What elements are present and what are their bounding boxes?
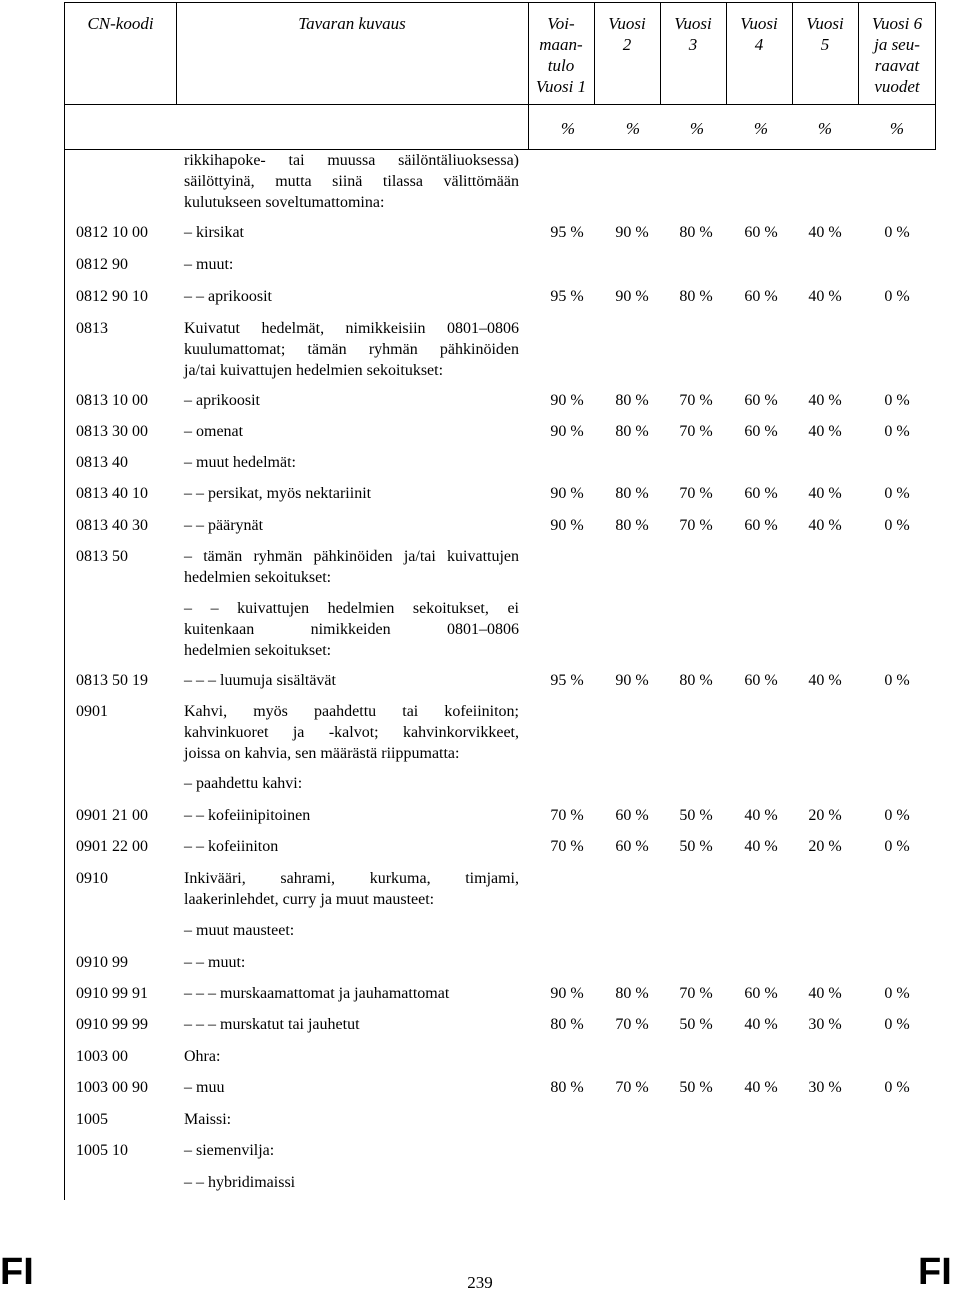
item-description [184, 390, 519, 411]
duty-rate-year-2: 90 % [615, 224, 649, 241]
item-description [184, 670, 519, 691]
page-number: 239 [467, 1273, 493, 1292]
description-line: – – aprikoosit [184, 288, 272, 305]
duty-rate-year-1: 95 % [550, 288, 584, 305]
duty-rate-year-1: 90 % [550, 517, 584, 534]
duty-rate-year-6: 0 % [884, 423, 910, 440]
duty-rate-year-5: 20 % [808, 807, 842, 824]
duty-rate-year-6: 0 % [884, 288, 910, 305]
description-line: hedelmien sekoitukset: [184, 569, 332, 586]
description-line: kuitenkaan nimikkeiden 0801–0806 [184, 621, 519, 638]
duty-rate-year-4: 40 % [744, 1016, 778, 1033]
duty-rate-year-5: 40 % [808, 517, 842, 534]
duty-rate-year-6: 0 % [884, 224, 910, 241]
duty-rate-year-3: 80 % [679, 672, 713, 689]
cn-code: 1003 00 [76, 1048, 128, 1065]
item-description [184, 1140, 519, 1161]
item-description [184, 773, 519, 794]
duty-rate-year-4: 40 % [744, 838, 778, 855]
item-description [184, 1014, 519, 1035]
cn-code: 0812 90 10 [76, 288, 148, 305]
header-year-6: Vuosi 6 ja seu- raavat vuodet [871, 14, 923, 96]
cn-code: 0910 99 91 [76, 985, 148, 1002]
duty-rate-year-1: 95 % [550, 672, 584, 689]
cn-code: 0910 [76, 870, 108, 887]
description-line: laakerinlehdet, curry ja muut mausteet: [184, 891, 435, 908]
description-line: kahvinkuoret ja -kalvot; kahvinkorvikkeet, [184, 724, 519, 741]
item-description [184, 515, 519, 536]
duty-rate-year-1: 90 % [550, 985, 584, 1002]
header-description: Tavaran kuvaus [298, 14, 406, 33]
header-year-3: Vuosi 3 [674, 14, 712, 54]
duty-rate-year-5: 40 % [808, 485, 842, 502]
description-line: – kirsikat [184, 224, 244, 241]
description-line: rikkihapoke- tai muussa säilöntäliuoksessa) [184, 152, 519, 169]
cn-code: 0910 99 99 [76, 1016, 148, 1033]
duty-rate-year-6: 0 % [884, 1016, 910, 1033]
description-line: – omenat [184, 423, 244, 440]
description-line: – paahdettu kahvi: [184, 775, 303, 792]
duty-rate-year-2: 90 % [615, 288, 649, 305]
duty-rate-year-6: 0 % [884, 672, 910, 689]
description-line: – – persikat, myös nektariinit [184, 485, 372, 502]
duty-rate-year-1: 90 % [550, 423, 584, 440]
percent-label: % [689, 119, 705, 138]
duty-rate-year-4: 60 % [744, 985, 778, 1002]
item-description [184, 952, 519, 973]
duty-rate-year-2: 80 % [615, 423, 649, 440]
description-line: – tämän ryhmän pähkinöiden ja/tai kuivattujen [184, 548, 519, 565]
duty-rate-year-1: 70 % [550, 838, 584, 855]
item-description [184, 983, 519, 1004]
item-description [184, 836, 519, 857]
description-line: – – päärynät [184, 517, 264, 534]
language-mark-right: FI [918, 1251, 952, 1293]
duty-rate-year-4: 60 % [744, 485, 778, 502]
cn-code: 1003 00 90 [76, 1079, 148, 1096]
duty-rate-year-5: 30 % [808, 1079, 842, 1096]
duty-rate-year-1: 80 % [550, 1016, 584, 1033]
header-year-4: Vuosi 4 [740, 14, 778, 54]
duty-rate-year-6: 0 % [884, 517, 910, 534]
duty-rate-year-5: 40 % [808, 423, 842, 440]
cn-code: 0813 50 19 [76, 672, 148, 689]
duty-rate-year-2: 90 % [615, 672, 649, 689]
item-description [184, 222, 519, 243]
duty-rate-year-4: 60 % [744, 224, 778, 241]
description-line: – muu [184, 1079, 225, 1096]
item-description [184, 1172, 519, 1193]
duty-rate-year-4: 60 % [744, 517, 778, 534]
description-line: – – muut: [184, 954, 246, 971]
percent-label: % [753, 119, 769, 138]
duty-rate-year-4: 60 % [744, 423, 778, 440]
cn-code: 0901 22 00 [76, 838, 148, 855]
item-description [184, 805, 519, 826]
duty-rate-year-1: 90 % [550, 485, 584, 502]
duty-rate-year-3: 70 % [679, 392, 713, 409]
cn-code: 1005 10 [76, 1142, 128, 1159]
description-line: – muut: [184, 256, 234, 273]
description-line: – – – murskatut tai jauhetut [184, 1016, 360, 1033]
item-description [184, 150, 519, 213]
duty-rate-year-6: 0 % [884, 985, 910, 1002]
description-line: – – kuivattujen hedelmien sekoitukset, ei [184, 600, 519, 617]
duty-rate-year-5: 30 % [808, 1016, 842, 1033]
cn-code: 1005 [76, 1111, 108, 1128]
description-line: kulutukseen soveltumattomina: [184, 194, 385, 211]
item-description [184, 318, 519, 381]
duty-rate-year-5: 40 % [808, 288, 842, 305]
duty-rate-year-1: 95 % [550, 224, 584, 241]
item-description [184, 920, 519, 941]
duty-rate-year-6: 0 % [884, 485, 910, 502]
duty-rate-year-6: 0 % [884, 838, 910, 855]
cn-code: 0813 30 00 [76, 423, 148, 440]
duty-rate-year-2: 80 % [615, 517, 649, 534]
description-line: – aprikoosit [184, 392, 260, 409]
duty-rate-year-5: 40 % [808, 672, 842, 689]
cn-code: 0813 40 10 [76, 485, 148, 502]
item-description [184, 254, 519, 275]
duty-rate-year-3: 70 % [679, 423, 713, 440]
duty-rate-year-3: 70 % [679, 985, 713, 1002]
duty-rate-year-5: 40 % [808, 392, 842, 409]
percent-label: % [560, 119, 576, 138]
header-year-5: Vuosi 5 [806, 14, 844, 54]
duty-rate-year-4: 40 % [744, 807, 778, 824]
duty-rate-year-1: 80 % [550, 1079, 584, 1096]
language-mark-left: FI [0, 1251, 34, 1293]
duty-rate-year-2: 60 % [615, 838, 649, 855]
cn-code: 0910 99 [76, 954, 128, 971]
description-line: joissa on kahvia, sen määrästä riippumatta: [184, 745, 460, 762]
duty-rate-year-6: 0 % [884, 1079, 910, 1096]
duty-rate-year-1: 90 % [550, 392, 584, 409]
duty-rate-year-3: 50 % [679, 807, 713, 824]
duty-rate-year-2: 80 % [615, 392, 649, 409]
duty-rate-year-6: 0 % [884, 807, 910, 824]
description-line: Kahvi, myös paahdettu tai kofeiiniton; [184, 703, 519, 720]
duty-rate-year-5: 20 % [808, 838, 842, 855]
item-description [184, 1077, 519, 1098]
duty-rate-year-2: 80 % [615, 985, 649, 1002]
description-line: – siemenvilja: [184, 1142, 275, 1159]
description-line: – – kofeiiniton [184, 838, 279, 855]
item-description [184, 546, 519, 588]
cn-code: 0813 40 30 [76, 517, 148, 534]
duty-rate-year-1: 70 % [550, 807, 584, 824]
header-year-1: Voi- maan- tulo Vuosi 1 [535, 14, 587, 96]
description-line: kuulumattomat; tämän ryhmän pähkinöiden [184, 341, 519, 358]
item-description [184, 701, 519, 764]
description-line: Maissi: [184, 1111, 232, 1128]
duty-rate-year-2: 60 % [615, 807, 649, 824]
item-description [184, 452, 519, 473]
description-line: hedelmien sekoitukset: [184, 642, 332, 659]
percent-label: % [625, 119, 641, 138]
table-header [64, 2, 936, 105]
duty-rate-year-3: 50 % [679, 838, 713, 855]
description-line: Kuivatut hedelmät, nimikkeisiin 0801–0806 [184, 320, 519, 337]
left-border [64, 105, 65, 1200]
duty-rate-year-2: 70 % [615, 1016, 649, 1033]
duty-rate-year-3: 50 % [679, 1079, 713, 1096]
duty-rate-year-3: 50 % [679, 1016, 713, 1033]
cn-code: 0901 [76, 703, 108, 720]
item-description [184, 286, 519, 307]
duty-rate-year-4: 60 % [744, 392, 778, 409]
description-line: – – hybridimaissi [184, 1174, 296, 1191]
duty-rate-year-3: 70 % [679, 517, 713, 534]
item-description [184, 1046, 519, 1067]
description-line: – muut mausteet: [184, 922, 295, 939]
percent-label: % [817, 119, 833, 138]
cn-code: 0813 [76, 320, 108, 337]
cn-code: 0813 10 00 [76, 392, 148, 409]
cn-code: 0813 40 [76, 454, 128, 471]
description-line: – – – luumuja sisältävät [184, 672, 336, 689]
description-line: ja/tai kuivattujen hedelmien sekoitukset: [184, 362, 444, 379]
duty-rate-year-4: 60 % [744, 288, 778, 305]
duty-rate-year-5: 40 % [808, 985, 842, 1002]
duty-rate-year-3: 80 % [679, 224, 713, 241]
duty-rate-year-5: 40 % [808, 224, 842, 241]
description-line: säilöttyinä, mutta siinä tilassa välittömään [184, 173, 519, 190]
item-description [184, 598, 519, 661]
duty-rate-year-6: 0 % [884, 392, 910, 409]
description-line: – – – murskaamattomat ja jauhamattomat [184, 985, 450, 1002]
item-description [184, 1109, 519, 1130]
cn-code: 0901 21 00 [76, 807, 148, 824]
percent-label: % [889, 119, 905, 138]
duty-rate-year-4: 40 % [744, 1079, 778, 1096]
description-line: Inkivääri, sahrami, kurkuma, timjami, [184, 870, 519, 887]
header-year-2: Vuosi 2 [608, 14, 646, 54]
cn-code: 0813 50 [76, 548, 128, 565]
item-description [184, 483, 519, 504]
item-description [184, 868, 519, 910]
cn-code: 0812 10 00 [76, 224, 148, 241]
description-line: – muut hedelmät: [184, 454, 296, 471]
duty-rate-year-3: 70 % [679, 485, 713, 502]
cn-code: 0812 90 [76, 256, 128, 273]
item-description [184, 421, 519, 442]
description-line: – – kofeiinipitoinen [184, 807, 311, 824]
description-line: Ohra: [184, 1048, 221, 1065]
duty-rate-year-4: 60 % [744, 672, 778, 689]
header-cn-code: CN-koodi [87, 14, 154, 33]
duty-rate-year-3: 80 % [679, 288, 713, 305]
duty-rate-year-2: 80 % [615, 485, 649, 502]
duty-rate-year-2: 70 % [615, 1079, 649, 1096]
